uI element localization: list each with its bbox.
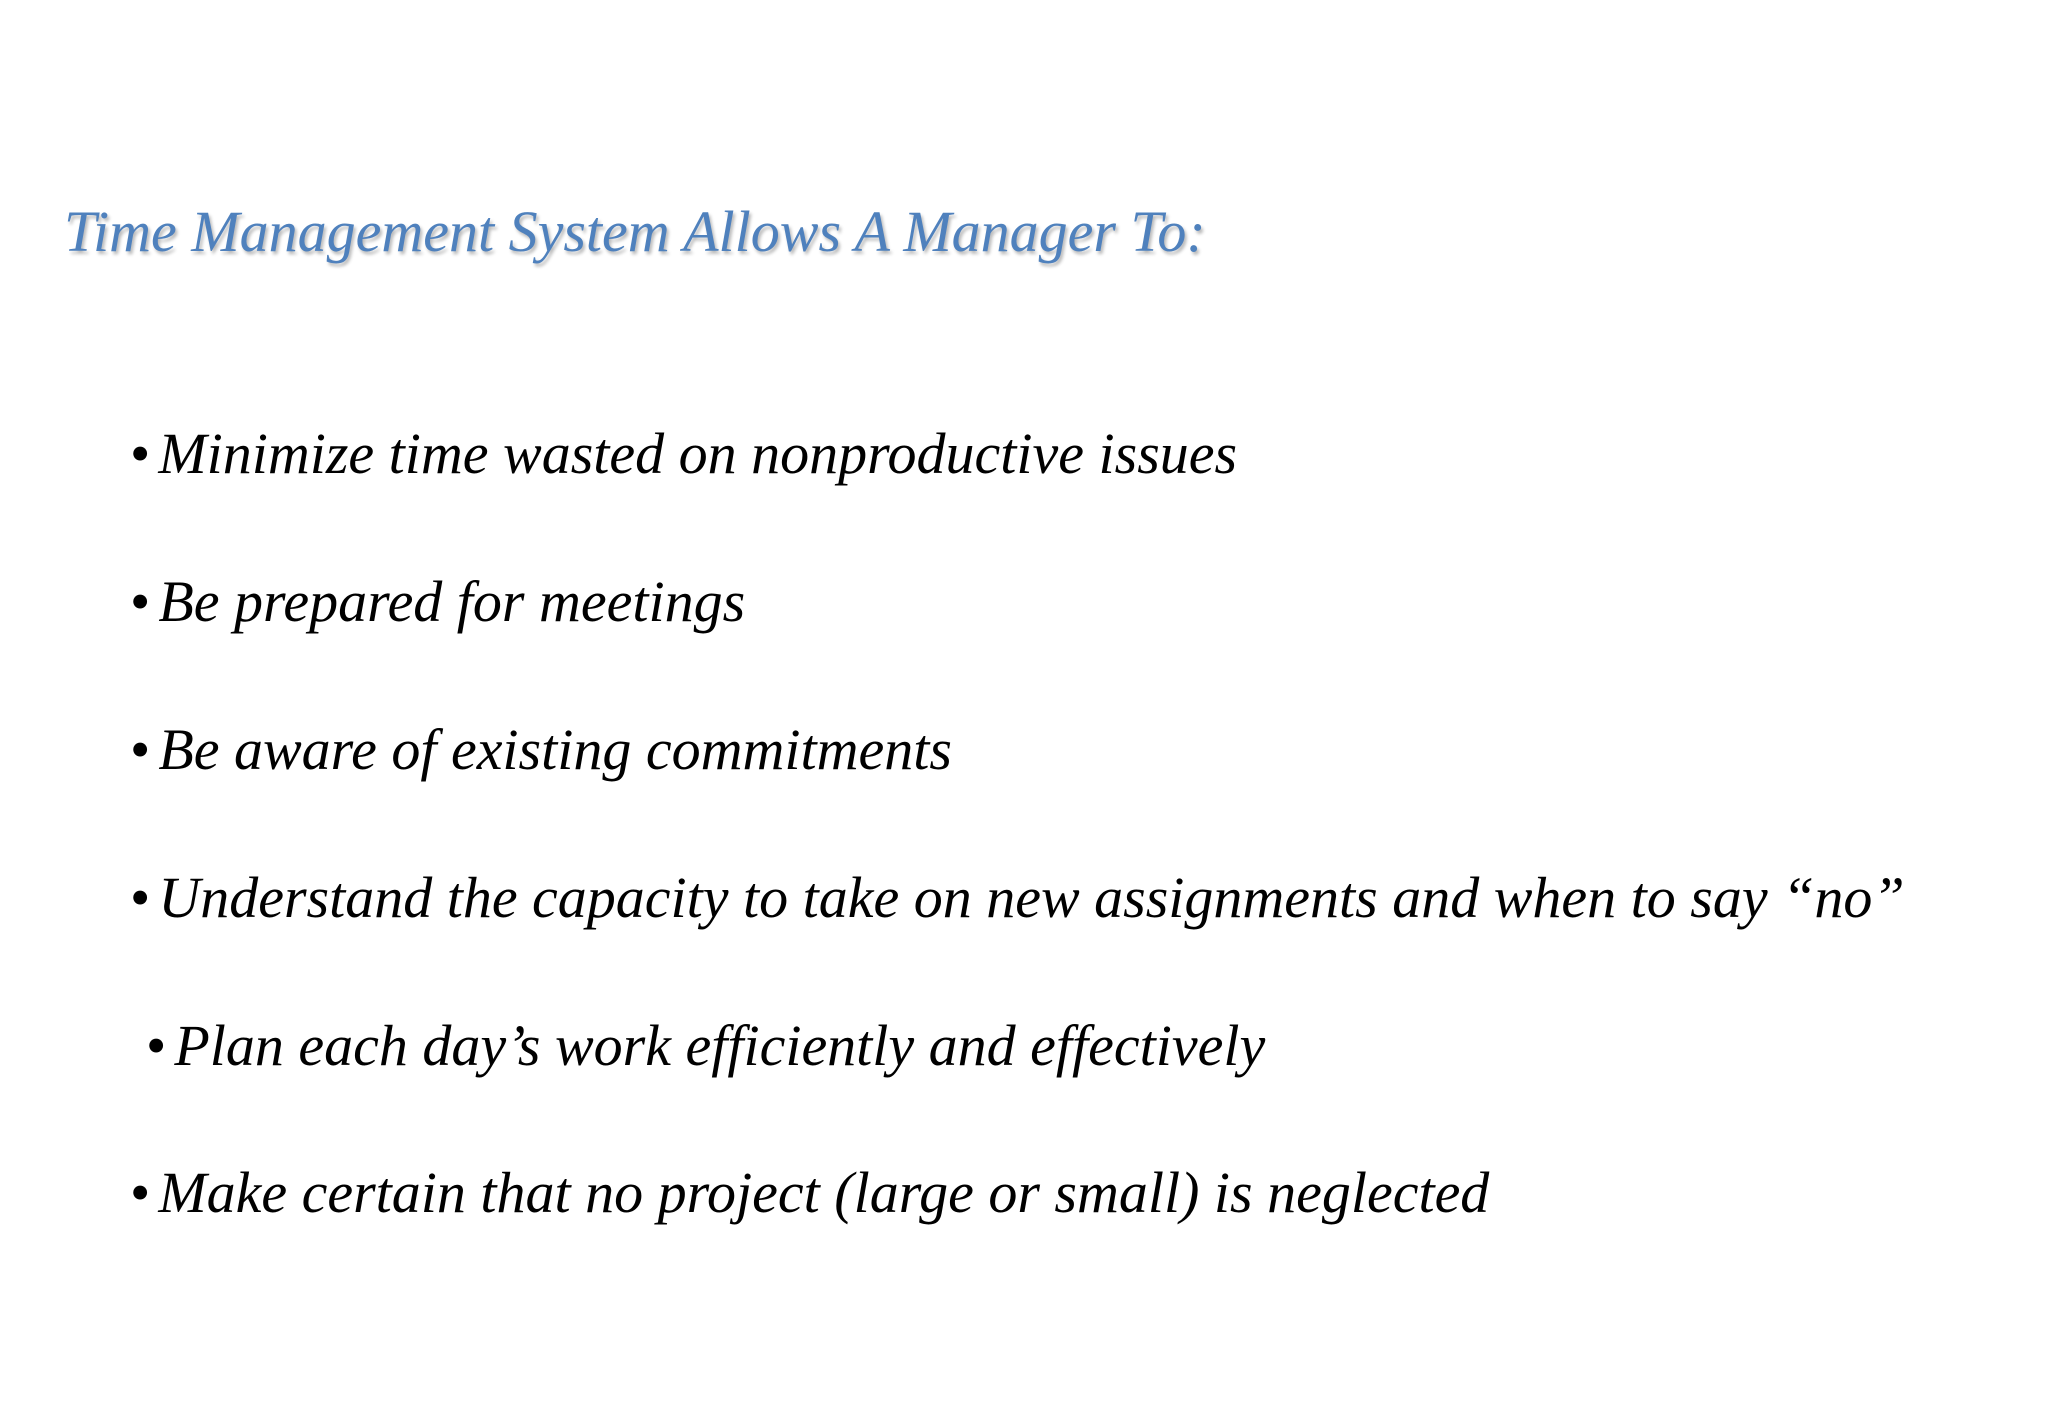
bullet-marker: • bbox=[130, 865, 151, 930]
bullet-item bbox=[130, 566, 745, 638]
bullet-item bbox=[130, 1157, 1489, 1229]
bullet-text: Make certain that no project (large or small) is neglected bbox=[158, 1160, 1490, 1225]
bullet-marker: • bbox=[130, 421, 151, 486]
bullet-item bbox=[146, 1010, 1265, 1082]
bullet-marker: • bbox=[130, 717, 151, 782]
bullet-text: Be prepared for meetings bbox=[158, 569, 746, 634]
bullet-marker: • bbox=[130, 569, 151, 634]
bullet-text: Plan each day’s work efficiently and effectively bbox=[174, 1013, 1266, 1078]
bullet-text: Minimize time wasted on nonproductive issues bbox=[158, 421, 1238, 486]
bullet-marker: • bbox=[146, 1013, 167, 1078]
bullet-item bbox=[130, 714, 952, 786]
slide-title: Time Management System Allows A Manager To: bbox=[64, 199, 1206, 264]
bullet-text: Be aware of existing commitments bbox=[158, 717, 952, 782]
bullet-marker: • bbox=[130, 1160, 151, 1225]
bullet-text: Understand the capacity to take on new assignments and when to say “no” bbox=[158, 865, 1905, 930]
bullet-item bbox=[130, 418, 1237, 490]
bullet-item bbox=[130, 862, 1905, 934]
